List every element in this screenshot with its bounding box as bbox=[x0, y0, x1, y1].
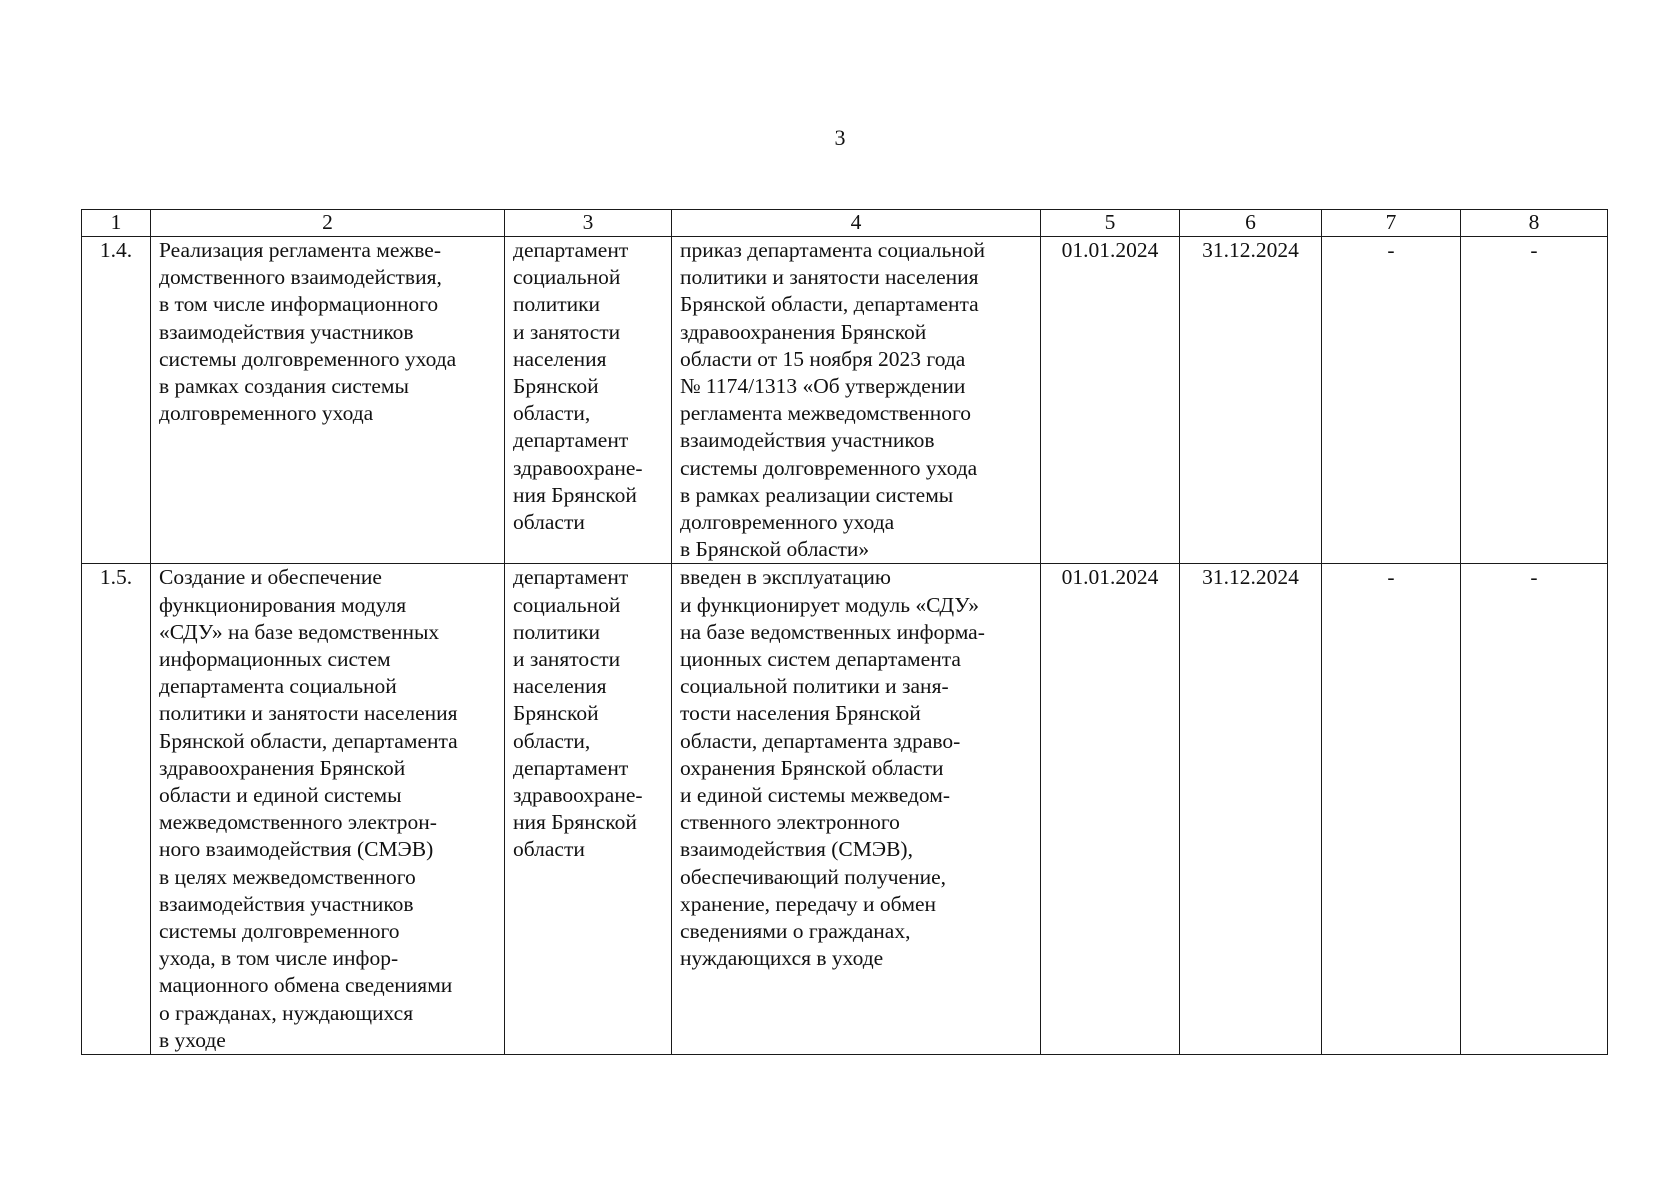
responsible-cell: департамент социальной политики и занятости населения Брянской области, департамент здравоохране- ния Брянской области bbox=[505, 564, 672, 1055]
column-7-cell: - bbox=[1322, 564, 1461, 1055]
responsible-cell: департамент социальной политики и занятости населения Брянской области, департамент здравоохране- ния Брянской области bbox=[505, 237, 672, 564]
column-header-3: 3 bbox=[505, 210, 672, 237]
activity-cell: Реализация регламента межве- домственного взаимодействия, в том числе информационного взаимодействия участников системы долговременного ухода в рамках создания системы долговременного ухода bbox=[151, 237, 505, 564]
result-cell: приказ департамента социальной политики и занятости населения Брянской области, департамента здравоохранения Брянской области от 15 ноября 2023 года № 1174/1313 «Об утверждении регламента межведомственного взаимодействия участников системы долговременного ухода в рамках реализации системы долговременного ухода в Брянской области» bbox=[672, 237, 1041, 564]
column-header-2: 2 bbox=[151, 210, 505, 237]
column-7-cell: - bbox=[1322, 237, 1461, 564]
column-header-4: 4 bbox=[672, 210, 1041, 237]
column-header-5: 5 bbox=[1041, 210, 1180, 237]
plan-table bbox=[81, 209, 1608, 1055]
result-cell: введен в эксплуатацию и функционирует модуль «СДУ» на базе ведомственных информа- ционных систем департамента социальной политики и заня- тости населения Брянской области, департамента здраво- охранения Брянской области и единой системы межведом- ственного электронного взаимодействия (СМЭВ), обеспечивающий получение, хранение, передачу и обмен сведениями о гражданах, нуждающихся в уходе bbox=[672, 564, 1041, 1055]
column-8-cell: - bbox=[1461, 564, 1608, 1055]
column-header-1: 1 bbox=[82, 210, 151, 237]
start-date-cell: 01.01.2024 bbox=[1041, 564, 1180, 1055]
activity-cell: Создание и обеспечение функционирования модуля «СДУ» на базе ведомственных информационных систем департамента социальной политики и занятости населения Брянской области, департамента здравоохранения Брянской области и единой системы межведомственного электрон- ного взаимодействия (СМЭВ) в целях межведомственного взаимодействия участников системы долговременного ухода, в том числе инфор- мационного обмена сведениями о гражданах, нуждающихся в уходе bbox=[151, 564, 505, 1055]
table-row bbox=[82, 564, 1608, 1055]
column-header-7: 7 bbox=[1322, 210, 1461, 237]
end-date-cell: 31.12.2024 bbox=[1180, 237, 1322, 564]
table-header-row bbox=[82, 210, 1608, 237]
start-date-cell: 01.01.2024 bbox=[1041, 237, 1180, 564]
end-date-cell: 31.12.2024 bbox=[1180, 564, 1322, 1055]
row-number: 1.5. bbox=[82, 564, 151, 1055]
table-row bbox=[82, 237, 1608, 564]
row-number: 1.4. bbox=[82, 237, 151, 564]
column-8-cell: - bbox=[1461, 237, 1608, 564]
page-number: 3 bbox=[834, 125, 846, 150]
column-header-6: 6 bbox=[1180, 210, 1322, 237]
column-header-8: 8 bbox=[1461, 210, 1608, 237]
